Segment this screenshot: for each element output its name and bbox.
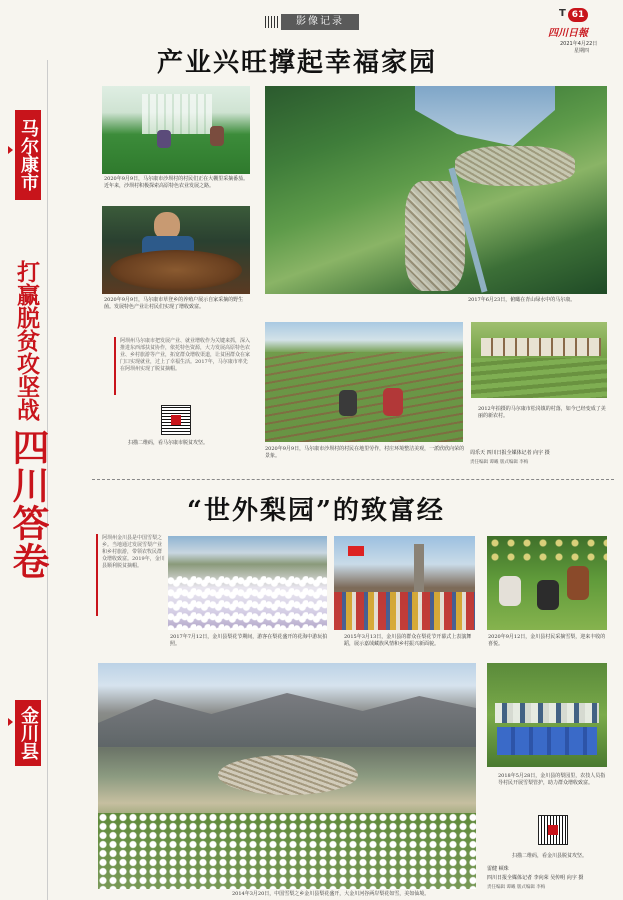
- caption-valley: 2017年6月23日，俯瞰在青山绿水中的马尔康。: [468, 297, 576, 303]
- section1-intro: 阿坝州马尔康市把发展产业、就业增收作为关键来抓，深入推进东西部扶贫协作，依托特色资源，大力发展高原特色农业、乡村旅游等产业，拓宽群众增收渠道，让贫困群众在家门口实现就业，过上了幸福生活。2017年，马尔康市率先在阿坝州实现了脱贫摘帽。: [120, 338, 251, 372]
- qr-code-jinchuan[interactable]: [538, 815, 568, 845]
- caption-workers: 2018年5月28日，金川县的梨园里，农技人员指导村民开展雪梨管护，助力群众增收致富。: [498, 773, 606, 786]
- county-label-markang: 马尔康市: [15, 110, 41, 200]
- column-badge: [265, 14, 361, 30]
- page-number: 61: [568, 8, 588, 22]
- section2-intro: 阿坝州金川县是中国雪梨之乡。当地通过发展雪梨产业和乡村旅游，带领农牧民群众增收致富。2019年，金川县顺利脱贫摘帽。: [102, 535, 165, 569]
- photo-field-work: [265, 322, 463, 442]
- photo-panorama-valley: [98, 663, 476, 889]
- caption-panorama: 2014年3月20日，中国雪梨之乡金川县梨花盛开，大金川河谷两岸梨花如雪，美如仙境。: [232, 891, 430, 897]
- issue-date: 2021年4月22日: [560, 41, 598, 47]
- section1-photographers: 周乐天 四川日报全媒体记者 向宇 摄: [470, 450, 550, 456]
- photo-pear-blossom-field: [168, 536, 327, 630]
- qr-caption-jinchuan: 扫描二维码，看金川县脱贫攻坚。: [512, 853, 588, 859]
- series-band: 四川答卷: [6, 428, 50, 580]
- caption-dance: 2015年3月13日，金川县的群众在梨花节开幕式上表演舞蹈，展示嘉绒藏族风情和乡村振兴新面貌。: [344, 634, 472, 647]
- section-divider: [92, 479, 614, 480]
- caption-field: 2020年9月9日，马尔康市沙坝村的村民在地里劳作，村庄环境整洁美观，一派欣欣向荣的景象。: [265, 446, 465, 459]
- campaign-slogan: 打赢脱贫攻坚战: [13, 260, 40, 421]
- section2-editors: 责任编辑 谭曦 版式编辑 李梅: [487, 885, 546, 890]
- section2-photographers: 四川日报全媒体记者 李向荣 吴传明 向宇 摄: [487, 875, 584, 881]
- issue-weekday: 星期四: [574, 48, 590, 54]
- photo-village: [471, 322, 607, 398]
- paper-name: 四川日報: [548, 28, 588, 39]
- photo-mushroom-farmer: [102, 206, 250, 294]
- section1-editors: 责任编辑 谭曦 版式编辑 李梅: [470, 460, 529, 465]
- page-letter: T: [559, 8, 566, 19]
- photo-greenhouse: [102, 86, 250, 174]
- film-strip-icon: [265, 16, 279, 28]
- photo-valley-town: [265, 86, 607, 294]
- section2-title: “世外梨园”的致富经: [187, 496, 445, 526]
- caption-mushroom: 2020年9月9日，马尔康市草登乡的养殖户展示自家采摘的野生菌。发展特色产业让村民们实现了增收致富。: [104, 297, 244, 310]
- page-number-badge: [559, 8, 599, 22]
- qr-code-markang[interactable]: [161, 405, 191, 435]
- section2-credits-top: 雷健 顿珠: [487, 866, 509, 872]
- caption-blossom-field: 2017年7月12日，金川县梨花节期间，游客在梨花盛开的花海中游玩拍照。: [170, 634, 328, 647]
- photo-pear-workers: [487, 663, 607, 767]
- photo-pear-picking: [487, 536, 607, 630]
- photo-dance-festival: [334, 536, 475, 630]
- county-label-jinchuan: 金川县: [15, 700, 41, 766]
- caption-greenhouse: 2020年9月9日，马尔康市沙坝村的村民们正在大棚里采摘番茄。近年来，沙坝村积极探索高原特色农业发展之路。: [104, 176, 249, 189]
- column-title: 影像记录: [281, 14, 359, 30]
- left-rail-marker: [8, 146, 13, 154]
- caption-pear-picking: 2020年9月12日，金川县村民采摘雪梨，迎来丰收的喜悦。: [488, 634, 606, 647]
- left-rail-marker: [8, 718, 13, 726]
- qr-caption-markang: 扫描二维码，看马尔康市脱贫攻坚。: [128, 440, 209, 446]
- section1-title: 产业兴旺撑起幸福家园: [157, 48, 438, 78]
- caption-village: 2012年拍摄的马尔康市松岗镇的村落，如今已经变成了美丽的新农村。: [478, 406, 606, 419]
